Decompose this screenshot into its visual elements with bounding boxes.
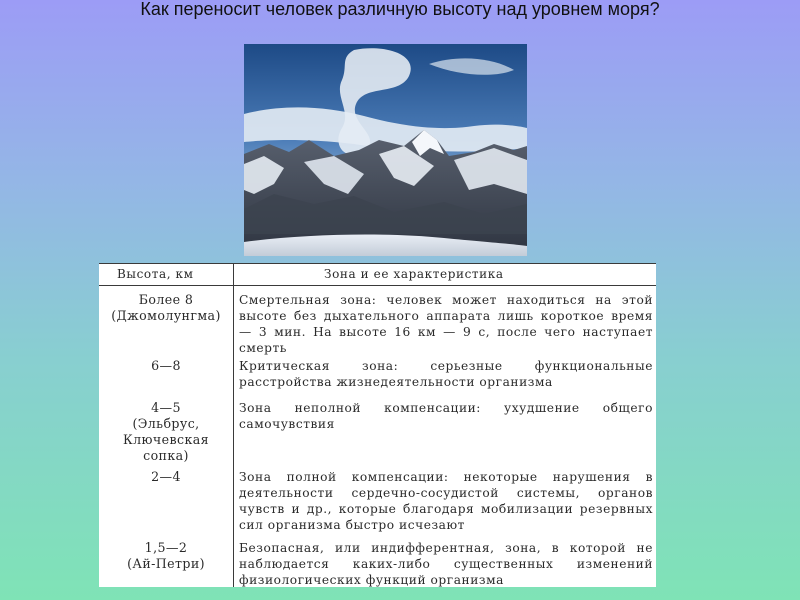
header-zone: Зона и ее характеристика <box>324 267 504 281</box>
header-height: Высота, км <box>117 267 194 281</box>
row-3-zone: Зона неполной компенсации: ухудшение общего самочувствия <box>239 401 653 431</box>
row-5-zone: Безопасная, или индифферентная, зона, в которой не наблюдается каких-либо существенных изменений физиологических функций организма <box>239 541 653 587</box>
row-3-height: 4—5 (Эльбрус, Ключевская сопка) <box>123 400 209 463</box>
row-2-height: 6—8 <box>151 358 181 373</box>
row-4-height: 2—4 <box>151 469 181 484</box>
table-border-top <box>99 263 656 264</box>
column-divider <box>233 263 234 587</box>
mountain-photo <box>244 44 527 256</box>
row-1-height: Более 8 (Джомолунгма) <box>111 292 221 323</box>
slide-title: Как переносит человек различную высоту над уровнем моря? <box>140 0 660 19</box>
altitude-table <box>99 263 656 587</box>
row-5-height: 1,5—2 (Ай-Петри) <box>127 540 205 571</box>
row-4-zone: Зона полной компенсации: некоторые нарушения в деятельности сердечно-сосудистой системы, органов чувств и др., которые благодаря мобилизации резервных сил организма быстро исчезают <box>239 470 653 532</box>
row-1-zone: Смертельная зона: человек может находиться на этой высоте без дыхательного аппарата лишь короткое время — 3 мин. На высоте 16 км — 9 с, после чего наступает смерть <box>239 293 653 355</box>
row-2-zone: Критическая зона: серьезные функциональные расстройства жизнедеятельности организма <box>239 359 653 389</box>
header-divider <box>99 285 656 286</box>
